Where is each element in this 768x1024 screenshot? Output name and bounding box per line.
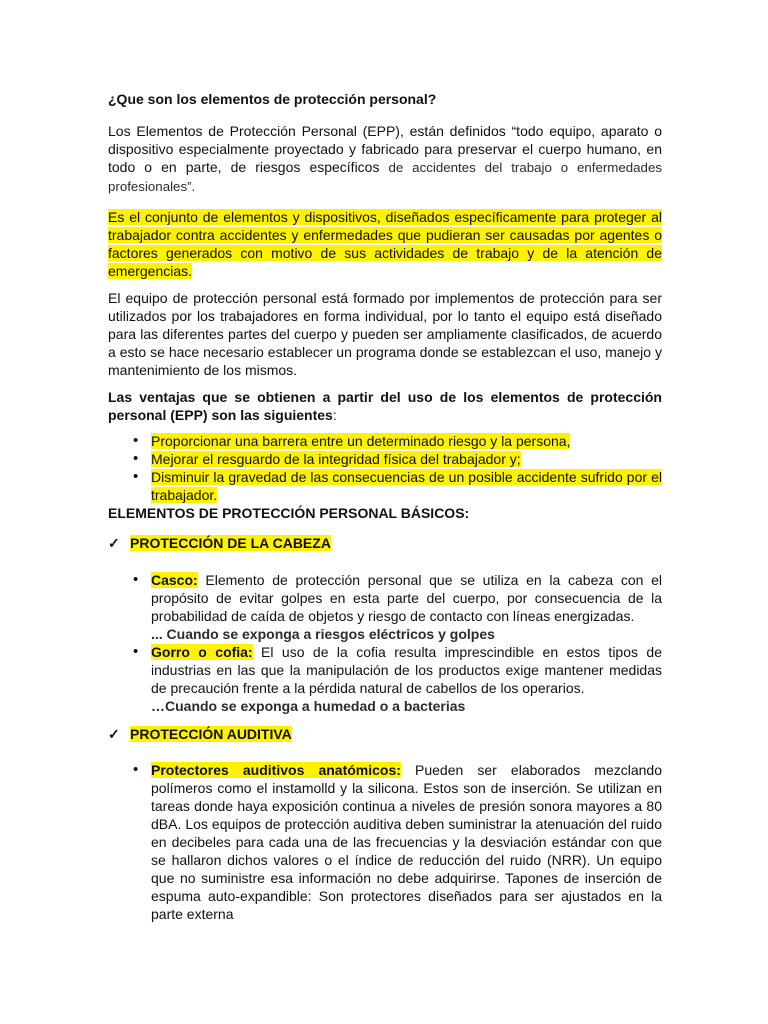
definition-paragraph — [108, 208, 662, 280]
definition-highlight: Es el conjunto de elementos y dispositivos, diseñados específicamente para proteger al trabajador contra accidentes y enfermedades que pudieran ser causadas por agentes o factores generados con motivo de sus actividades de trabajo y de la atención de emergencias. — [108, 209, 662, 279]
item-text: Elemento de protección personal que se utiliza en la cabeza con el propósito de evitar golpes en esta parte del cuerpo, por consecuencia de la probabilidad de caída de objetos y riesgo de contacto con líneas energizadas. — [151, 572, 662, 624]
bullet-icon: • — [133, 643, 139, 660]
bullet-icon: • — [133, 450, 139, 467]
bullet-icon: • — [133, 468, 139, 485]
hearing-section-title: PROTECCIÓN AUDITIVA — [130, 726, 292, 742]
list-item — [108, 468, 662, 504]
document-page — [108, 90, 662, 923]
list-item — [108, 432, 662, 450]
item-note: ... Cuando se exponga a riesgos eléctricos y golpes — [151, 626, 495, 642]
intro-text-tail: de accidentes del trabajo o enfermedades profesionales”. — [108, 160, 662, 194]
list-item-text: Mejorar el resguardo de la integridad física del trabajador y; — [151, 451, 521, 467]
item-text: Pueden ser elaborados mezclando polímeros como el instamolld y la silicona. Estos son de inserción. Se utilizan en tareas donde haya exposición continua a niveles de presión sonora mayores a 80 dBA. Los equipos de protección auditiva deben suministrar la atenuación del ruido en decibeles para cada una de las frecuencias y la desviación estándar con que se hallaron dichos valores o el índice de reducción del ruido (NRR). Un equipo que no suministre esa información no debe adquirirse. Tapones de inserción de espuma auto-expandible: Son protectores diseñados para ser ajustados en la parte externa — [151, 762, 662, 922]
list-item — [108, 571, 662, 643]
list-item — [108, 450, 662, 468]
item-note: …Cuando se exponga a humedad o a bacterias — [151, 698, 466, 714]
hearing-section-heading — [108, 725, 662, 743]
basics-heading: ELEMENTOS DE PROTECCIÓN PERSONAL BÁSICOS: — [108, 505, 470, 521]
item-text: El uso de la cofia resulta imprescindible en estos tipos de industrias en las que la manipulación de los productos exige mantener medidas de precaución frente a la pérdida natural de cabellos de los operarios. — [151, 644, 662, 696]
checkmark-icon: ✓ — [108, 535, 120, 551]
head-section-title: PROTECCIÓN DE LA CABEZA — [130, 535, 331, 551]
hearing-items-list — [108, 761, 662, 923]
bullet-icon: • — [133, 761, 139, 778]
intro-paragraph — [108, 122, 662, 196]
intro-text-main: Los Elementos de Protección Personal (EPP), están definidos “todo equipo, aparato o dispositivo especialmente proyectado y fabricado para preservar el cuerpo humano, en todo o en parte, de riesgos específicos — [108, 123, 662, 175]
list-item-text: Disminuir la gravedad de las consecuencias de un posible accidente sufrido por el trabajador. — [151, 469, 662, 503]
bullet-icon: • — [133, 571, 139, 588]
advantages-heading-colon: : — [332, 407, 337, 423]
advantages-heading-text: Las ventajas que se obtienen a partir del uso de los elementos de protección personal (EPP) son las siguientes — [108, 389, 662, 423]
list-item-text: Proporcionar una barrera entre un determinado riesgo y la persona, — [151, 433, 571, 449]
list-item — [108, 643, 662, 715]
advantages-heading — [108, 388, 662, 424]
list-item — [108, 761, 662, 923]
document-title: ¿Que son los elementos de protección personal? — [108, 91, 437, 107]
equipment-paragraph: El equipo de protección personal está formado por implementos de protección para ser utilizados por los trabajadores en forma individual, por lo tanto el equipo está diseñado para las diferentes partes del cuerpo y pueden ser ampliamente clasificados, de acuerdo a esto se hace necesario establecer un programa donde se establezcan el uso, manejo y mantenimiento de los mismos. — [108, 290, 662, 378]
bullet-icon: • — [133, 432, 139, 449]
item-term: Casco: — [151, 572, 198, 588]
head-section-heading — [108, 534, 662, 552]
item-term: Protectores auditivos anatómicos: — [151, 762, 401, 778]
item-term: Gorro o cofia: — [151, 644, 253, 660]
advantages-list — [108, 432, 662, 504]
head-items-list — [108, 571, 662, 715]
checkmark-icon: ✓ — [108, 726, 120, 742]
